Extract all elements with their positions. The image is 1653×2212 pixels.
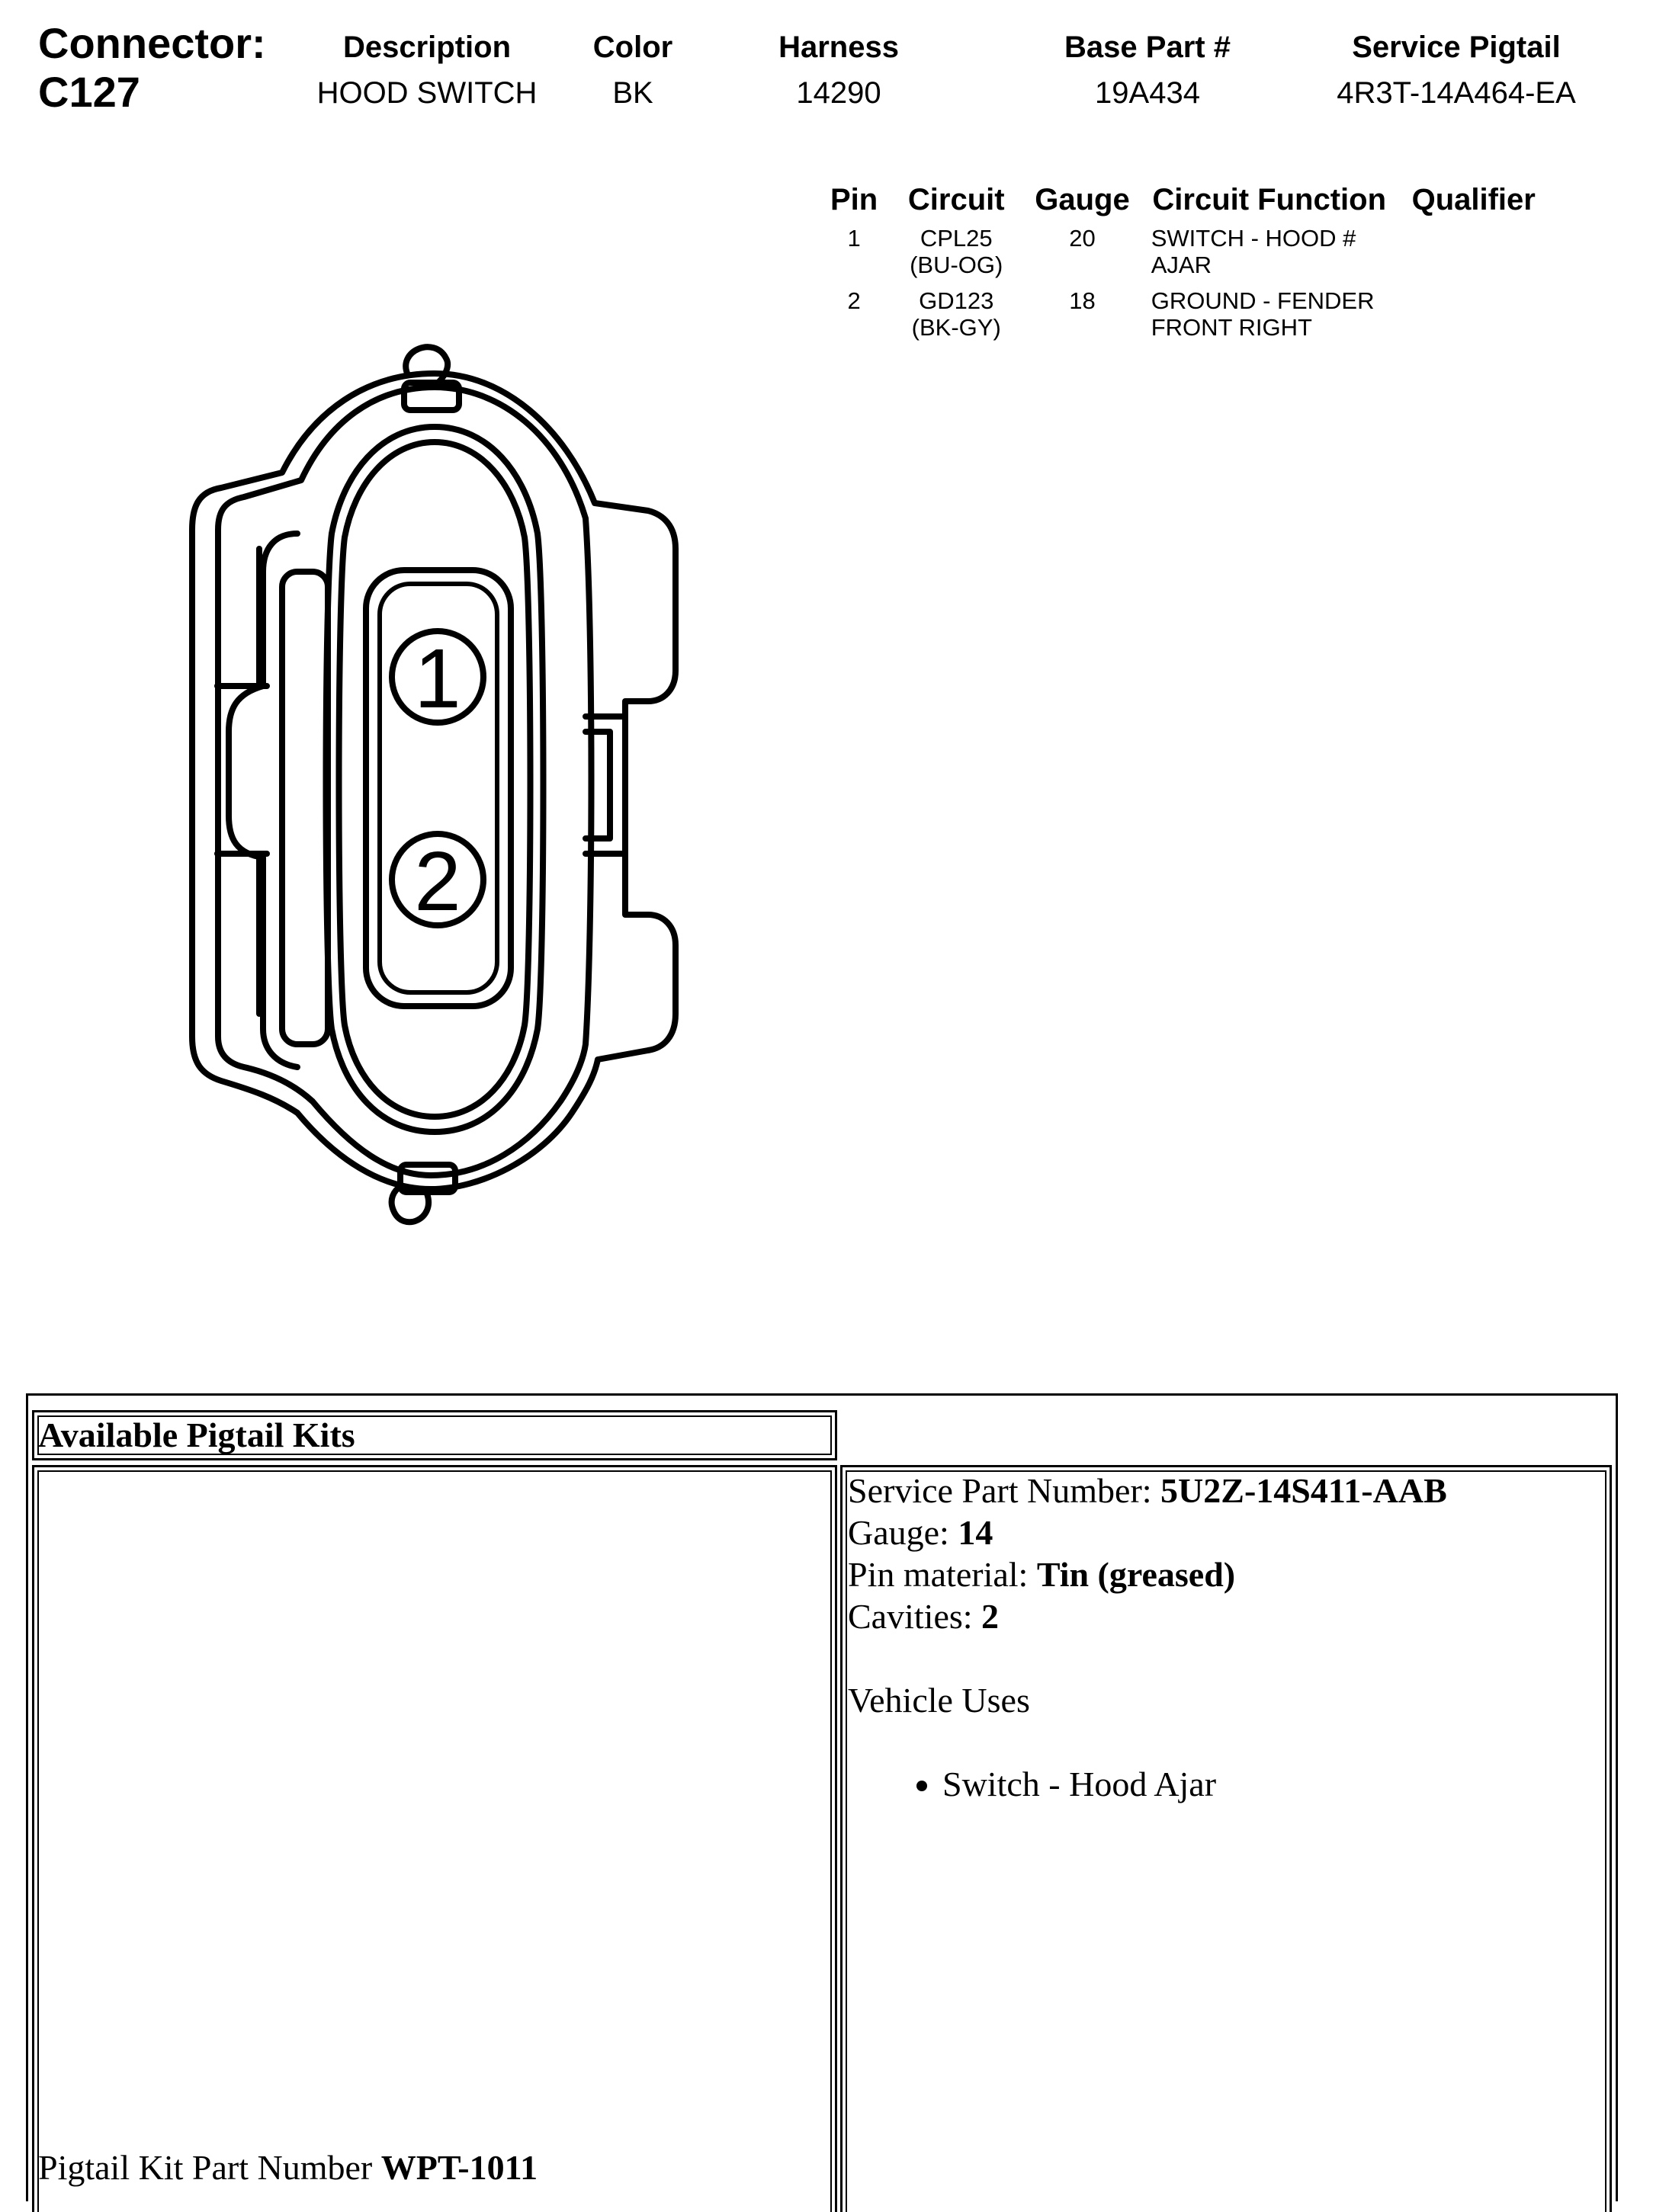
description-value: HOOD SWITCH (316, 76, 538, 110)
connector-face-diagram (137, 320, 686, 1250)
gauge-value: 20 (1069, 225, 1096, 252)
top-latch (406, 347, 448, 384)
vehicle-uses-list (848, 1763, 1447, 1805)
pin-2-label: 2 (414, 835, 461, 928)
left-clip (217, 549, 267, 1014)
service-part-value: 5U2Z-14S411-AAB (1160, 1471, 1447, 1510)
kit-part-label: Pigtail Kit Part Number (38, 2148, 373, 2187)
cavities-value: 2 (981, 1597, 1000, 1636)
pin-column-header: Pin (830, 183, 878, 216)
pin-number: 2 (847, 287, 861, 314)
qualifier-value (1398, 287, 1549, 350)
kit-part-value: WPT-1011 (380, 2148, 538, 2187)
pigtail-spec (848, 1470, 1447, 1805)
list-item: • Switch - Hood Ajar (942, 1763, 1447, 1805)
circuit-name: GD123 (BK-GY) (911, 287, 1001, 341)
outer-housing (192, 373, 676, 1189)
vehicle-uses-title: Vehicle Uses (848, 1681, 1030, 1720)
color-header: Color (592, 30, 673, 64)
table-row (820, 225, 1549, 287)
pin-number: 1 (847, 225, 861, 252)
cavities-row (848, 1595, 1447, 1637)
pin-material-row (848, 1553, 1447, 1595)
gauge-value: 18 (1069, 287, 1096, 314)
gauge-row (848, 1512, 1447, 1553)
pin-1-label: 1 (414, 632, 461, 726)
harness-value: 14290 (796, 76, 881, 110)
circuit-column-header: Circuit (907, 183, 1005, 216)
pigtail-kit-part-number (38, 2148, 538, 2188)
qualifier-value (1398, 225, 1549, 287)
gauge-spec-value: 14 (958, 1513, 993, 1552)
service-part-row (848, 1470, 1447, 1512)
base-part-value: 19A434 (1095, 76, 1200, 110)
pigtail-image-cell (32, 1465, 837, 2212)
harness-header: Harness (778, 30, 899, 64)
base-part-header: Base Part # (1064, 30, 1231, 64)
description-header: Description (342, 30, 512, 64)
connector-label: Connector: (38, 19, 266, 67)
circuit-function: SWITCH - HOOD # AJAR (1151, 225, 1356, 278)
table-row (820, 287, 1549, 350)
left-clip-slot (282, 572, 328, 1044)
pin-table (820, 183, 1549, 350)
connector-id: C127 (38, 68, 140, 116)
pin-table-header-row (820, 183, 1549, 225)
circuit-function-column-header: Circuit Function (1152, 183, 1387, 216)
circuit-function: GROUND - FENDER FRONT RIGHT (1151, 287, 1375, 341)
gauge-column-header: Gauge (1035, 183, 1130, 216)
pigtail-kits-title: Available Pigtail Kits (38, 1415, 355, 1454)
service-part-label: Service Part Number: (848, 1471, 1152, 1510)
pin-material-value: Tin (greased) (1036, 1555, 1236, 1594)
cavities-label: Cavities: (848, 1597, 973, 1636)
gauge-label: Gauge: (848, 1513, 949, 1552)
color-value: BK (612, 76, 653, 110)
pin-material-label: Pin material: (848, 1555, 1029, 1594)
service-pigtail-value: 4R3T-14A464-EA (1337, 76, 1576, 110)
circuit-name: CPL25 (BU-OG) (910, 225, 1003, 278)
service-pigtail-header: Service Pigtail (1352, 30, 1561, 64)
left-clip-outline (229, 534, 297, 1067)
qualifier-column-header: Qualifier (1411, 183, 1536, 216)
